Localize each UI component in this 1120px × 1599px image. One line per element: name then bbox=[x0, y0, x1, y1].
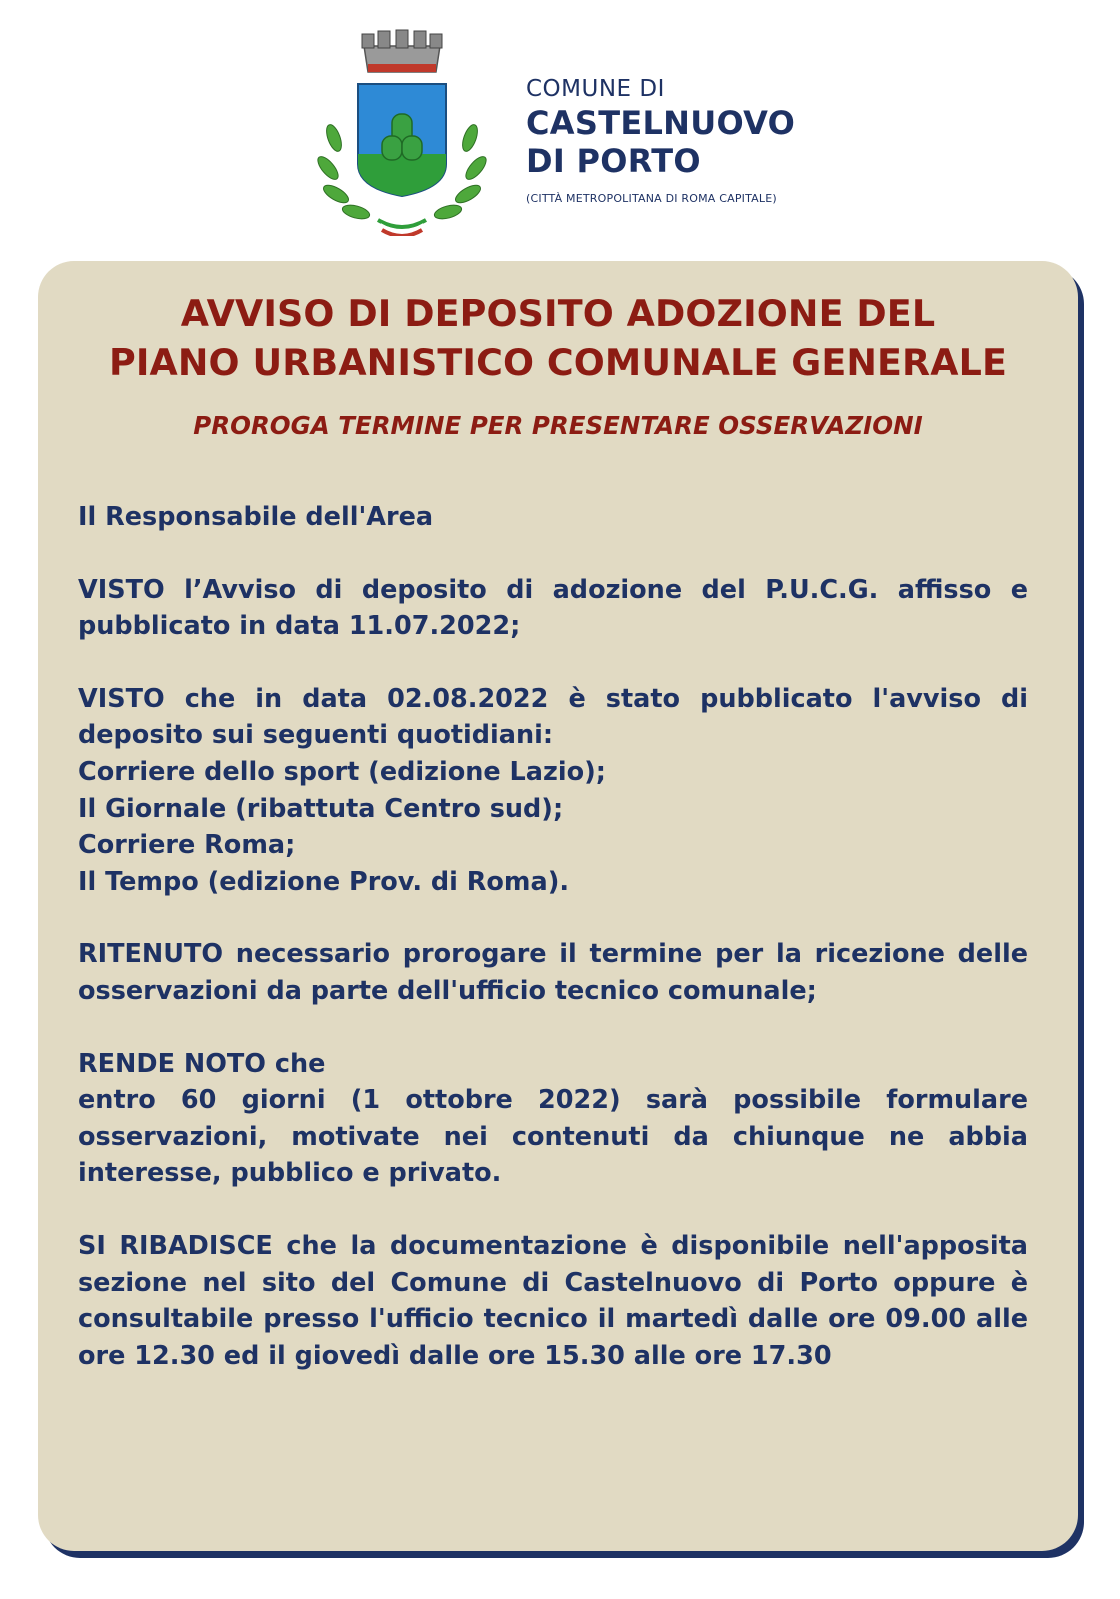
paragraph-ritenuto: RITENUTO necessario prorogare il termine per la ricezione delle osservazioni da parte dell'ufficio tecnico comunale; bbox=[78, 939, 1028, 1006]
notice-subtitle: PROROGA TERMINE PER PRESENTARE OSSERVAZIONI bbox=[193, 411, 923, 440]
paragraph-visto-1: VISTO l’Avviso di deposito di adozione del P.U.C.G. affisso e pubblicato in data 11.07.2022; bbox=[78, 574, 1028, 642]
newspaper-list-item: Corriere dello sport (edizione Lazio); bbox=[78, 756, 606, 787]
municipality-brand bbox=[526, 74, 795, 205]
municipal-coat-of-arms-icon bbox=[316, 28, 488, 236]
paragraph-responsible: Il Responsabile dell'Area bbox=[78, 502, 434, 532]
newspaper-list-item: Corriere Roma; bbox=[78, 830, 296, 861]
paragraph-rende-noto-heading: RENDE NOTO che bbox=[78, 1048, 326, 1079]
paragraph-rende-noto-text: entro 60 giorni (1 ottobre 2022) sarà possibile formulare osservazioni, motivate nei contenuti da chiunque ne abbia interesse, pubblico e privato. bbox=[78, 1085, 1028, 1189]
brand-subtitle: (CITTÀ METROPOLITANA DI ROMA CAPITALE) bbox=[526, 192, 777, 205]
header bbox=[0, 0, 1120, 250]
notice-title-line2: PIANO URBANISTICO COMUNALE GENERALE bbox=[109, 341, 1007, 384]
notice-title bbox=[38, 289, 1078, 387]
notice-card bbox=[38, 261, 1078, 1551]
newspaper-list-item: Il Giornale (ribattuta Centro sud); bbox=[78, 793, 564, 824]
notice-body bbox=[78, 499, 1028, 1410]
brand-name-line2: DI PORTO bbox=[526, 142, 701, 180]
paragraph-rende-noto bbox=[78, 1046, 1028, 1192]
brand-prefix: COMUNE DI bbox=[526, 76, 665, 102]
paragraph-visto-2 bbox=[78, 681, 1028, 901]
paragraph-si-ribadisce: SI RIBADISCE che la documentazione è disponibile nell'apposita sezione nel sito del Comune di Castelnuovo di Porto oppure è consultabile presso l'ufficio tecnico il martedì dalle ore 09.00 alle ore 12.30 ed il giovedì dalle ore 15.30 alle ore 17.30 bbox=[78, 1230, 1028, 1371]
notice-title-line1: AVVISO DI DEPOSITO ADOZIONE DEL bbox=[180, 292, 936, 335]
paragraph-visto-2-text: VISTO che in data 02.08.2022 è stato pubblicato l'avviso di deposito sui seguenti quotidiani: bbox=[78, 683, 1028, 751]
newspaper-list-item: Il Tempo (edizione Prov. di Roma). bbox=[78, 866, 570, 897]
brand-name-line1: CASTELNUOVO bbox=[526, 104, 796, 142]
